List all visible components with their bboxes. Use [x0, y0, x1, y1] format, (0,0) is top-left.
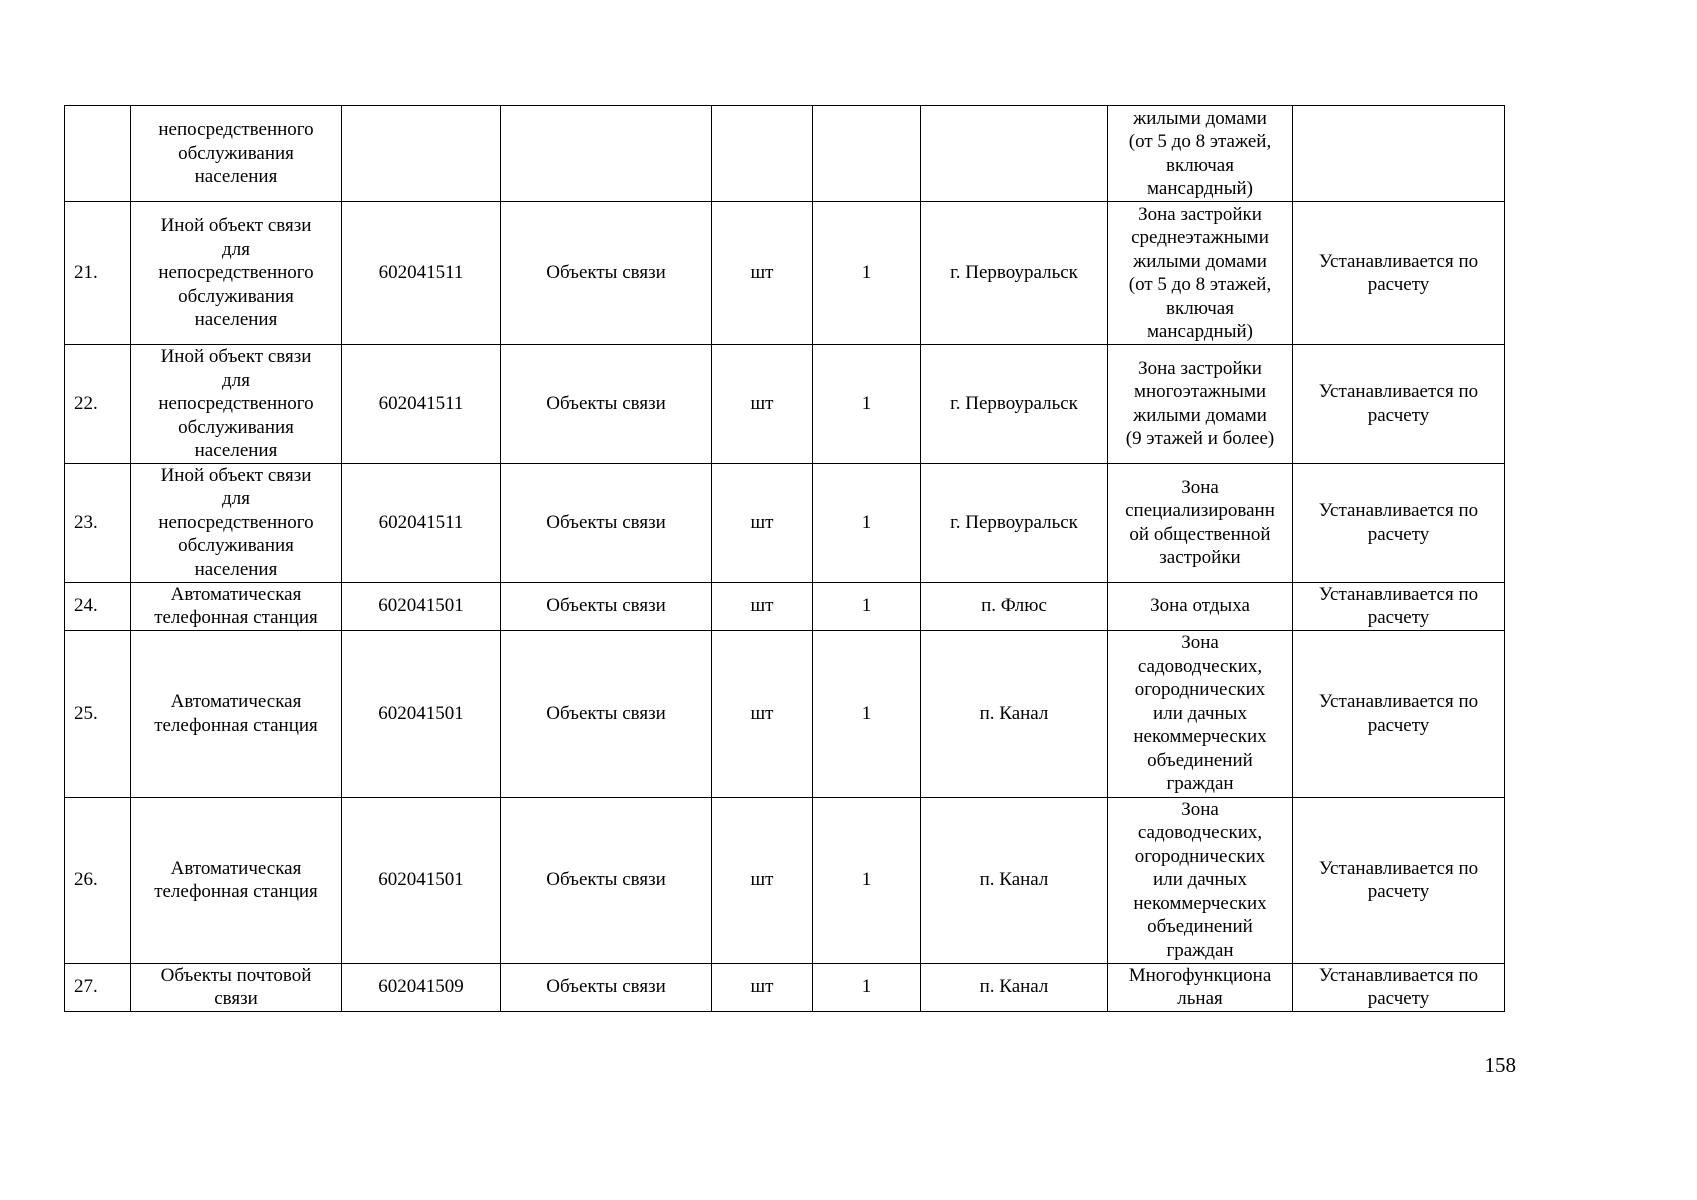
- cell-text-line: включая: [1166, 297, 1234, 319]
- unit-cell: [712, 106, 813, 202]
- location-cell: [921, 106, 1108, 202]
- cell-text-line: Объекты почтовой: [160, 964, 312, 986]
- object-name-cell: [131, 106, 342, 202]
- value-cell: [1293, 582, 1505, 630]
- cell-text-line: мансардный): [1147, 178, 1253, 199]
- cell-text-line: огороднических: [1134, 845, 1266, 867]
- object-name-cell: [131, 345, 342, 464]
- cell-text-line: непосредственного: [158, 119, 314, 141]
- cell-text-line: огороднических: [1134, 679, 1266, 701]
- cell-text-line: Устанавливается по: [1318, 381, 1479, 403]
- unit-cell: шт: [712, 797, 813, 963]
- cell-text-line: для: [222, 238, 250, 260]
- cell-text-line: или дачных: [1153, 869, 1247, 891]
- cell-text-line: застройки: [1159, 547, 1241, 568]
- table-row: [65, 630, 1505, 797]
- cell-text-line: Устанавливается по: [1318, 250, 1479, 272]
- cell-text-line: Зона: [1181, 476, 1219, 498]
- object-name-cell: [131, 963, 342, 1011]
- cell-text-line: Зона: [1181, 798, 1219, 820]
- zone-cell: [1108, 630, 1293, 797]
- cell-text-line: некоммерческих: [1133, 726, 1267, 748]
- table-row: [65, 582, 1505, 630]
- cell-text-line: Устанавливается по: [1318, 500, 1479, 521]
- object-type-cell: Объекты связи: [501, 463, 712, 582]
- location-cell: п. Канал: [921, 797, 1108, 963]
- cell-text-line: расчету: [1367, 607, 1430, 628]
- quantity-cell: 1: [813, 463, 921, 582]
- cell-text-line: ой общественной: [1129, 523, 1271, 545]
- cell-text-line: Иной объект связи: [160, 464, 312, 486]
- cell-text-line: Зона застройки: [1138, 357, 1262, 379]
- cell-text-line: Устанавливается по: [1318, 583, 1479, 605]
- cell-text-line: обслуживания: [178, 535, 294, 557]
- cell-text-line: телефонная станция: [154, 714, 318, 736]
- cell-text-line: Автоматическая: [170, 691, 302, 712]
- zone-cell: [1108, 797, 1293, 963]
- cell-text-line: Автоматическая: [170, 583, 302, 605]
- object-type-cell: Объекты связи: [501, 963, 712, 1011]
- unit-cell: шт: [712, 582, 813, 630]
- object-type-cell: Объекты связи: [501, 345, 712, 464]
- object-code-cell: 602041511: [342, 463, 501, 582]
- table-row: [65, 963, 1505, 1011]
- cell-text-line: связи: [214, 988, 258, 1009]
- cell-text-line: (от 5 до 8 этажей,: [1128, 274, 1272, 295]
- cell-text-line: Устанавливается по: [1318, 964, 1479, 986]
- quantity-cell: 1: [813, 345, 921, 464]
- object-name-cell: [131, 582, 342, 630]
- cell-text-line: (9 этажей и более): [1125, 428, 1275, 450]
- unit-cell: шт: [712, 963, 813, 1011]
- quantity-cell: 1: [813, 630, 921, 797]
- location-cell: г. Первоуральск: [921, 463, 1108, 582]
- object-code-cell: 602041511: [342, 202, 501, 345]
- cell-text-line: Зона застройки: [1138, 203, 1262, 225]
- object-name-cell: [131, 202, 342, 345]
- row-number-cell: [65, 106, 131, 202]
- facilities-table: [64, 105, 1505, 1012]
- object-type-cell: Объекты связи: [501, 582, 712, 630]
- zone-cell: [1108, 582, 1293, 630]
- cell-text-line: среднеэтажными: [1131, 227, 1269, 248]
- cell-text-line: населения: [194, 440, 278, 461]
- cell-text-line: обслуживания: [178, 285, 294, 307]
- quantity-cell: 1: [813, 202, 921, 345]
- table-row: [65, 202, 1505, 345]
- cell-text-line: садоводческих,: [1137, 655, 1263, 677]
- cell-text-line: жилыми домами: [1133, 107, 1267, 129]
- object-name-cell: [131, 797, 342, 963]
- object-type-cell: Объекты связи: [501, 202, 712, 345]
- cell-text-line: обслуживания: [178, 142, 294, 164]
- object-code-cell: [342, 106, 501, 202]
- cell-text-line: включая: [1166, 154, 1234, 176]
- row-number-cell: 27.: [65, 963, 131, 1011]
- cell-text-line: или дачных: [1153, 702, 1247, 724]
- unit-cell: шт: [712, 463, 813, 582]
- object-type-cell: [501, 106, 712, 202]
- zone-cell: [1108, 463, 1293, 582]
- quantity-cell: 1: [813, 582, 921, 630]
- table-row: [65, 345, 1505, 464]
- cell-text-line: Иной объект связи: [160, 346, 312, 367]
- cell-text-line: жилыми домами: [1133, 250, 1267, 272]
- cell-text-line: граждан: [1166, 773, 1234, 795]
- zone-cell: [1108, 345, 1293, 464]
- table-row: [65, 463, 1505, 582]
- cell-text-line: непосредственного: [158, 511, 314, 533]
- cell-text-line: льная: [1177, 988, 1223, 1009]
- location-cell: п. Флюс: [921, 582, 1108, 630]
- location-cell: п. Канал: [921, 630, 1108, 797]
- cell-text-line: Устанавливается по: [1318, 857, 1479, 879]
- value-cell: [1293, 797, 1505, 963]
- value-cell: [1293, 345, 1505, 464]
- table-body: [65, 106, 1505, 1012]
- cell-text-line: телефонная станция: [154, 607, 318, 628]
- cell-text-line: расчету: [1367, 404, 1430, 426]
- quantity-cell: 1: [813, 797, 921, 963]
- cell-text-line: населения: [194, 558, 278, 580]
- cell-text-line: некоммерческих: [1133, 892, 1267, 914]
- object-type-cell: Объекты связи: [501, 797, 712, 963]
- object-code-cell: 602041509: [342, 963, 501, 1011]
- zone-cell: [1108, 202, 1293, 345]
- cell-text-line: для: [222, 488, 250, 510]
- object-code-cell: 602041501: [342, 582, 501, 630]
- object-name-cell: [131, 630, 342, 797]
- cell-text-line: объединений: [1147, 916, 1253, 938]
- cell-text-line: граждан: [1166, 939, 1234, 961]
- cell-text-line: Иной объект связи: [160, 215, 312, 237]
- row-number-cell: 26.: [65, 797, 131, 963]
- page-number: 158: [1484, 1053, 1516, 1077]
- cell-text-line: расчету: [1367, 274, 1430, 295]
- cell-text-line: Зона отдыха: [1150, 595, 1250, 617]
- cell-text-line: Автоматическая: [170, 857, 302, 879]
- location-cell: г. Первоуральск: [921, 345, 1108, 464]
- value-cell: [1293, 106, 1505, 202]
- cell-text-line: непосредственного: [158, 393, 314, 414]
- location-cell: г. Первоуральск: [921, 202, 1108, 345]
- cell-text-line: населения: [194, 166, 278, 188]
- zone-cell: [1108, 963, 1293, 1011]
- cell-text-line: расчету: [1367, 881, 1430, 902]
- object-code-cell: 602041511: [342, 345, 501, 464]
- cell-text-line: жилыми домами: [1133, 404, 1267, 426]
- object-code-cell: 602041501: [342, 797, 501, 963]
- object-type-cell: Объекты связи: [501, 630, 712, 797]
- cell-text-line: объединений: [1147, 749, 1253, 771]
- row-number-cell: 21.: [65, 202, 131, 345]
- value-cell: [1293, 630, 1505, 797]
- cell-text-line: расчету: [1367, 523, 1430, 545]
- unit-cell: шт: [712, 202, 813, 345]
- unit-cell: шт: [712, 630, 813, 797]
- cell-text-line: для: [222, 369, 250, 391]
- cell-text-line: мансардный): [1147, 321, 1253, 342]
- quantity-cell: 1: [813, 963, 921, 1011]
- quantity-cell: [813, 106, 921, 202]
- zone-cell: [1108, 106, 1293, 202]
- cell-text-line: специализированн: [1125, 500, 1275, 521]
- value-cell: [1293, 202, 1505, 345]
- cell-text-line: Многофункциона: [1128, 964, 1272, 986]
- row-number-cell: 22.: [65, 345, 131, 464]
- row-number-cell: 23.: [65, 463, 131, 582]
- cell-text-line: расчету: [1367, 714, 1430, 736]
- cell-text-line: обслуживания: [178, 416, 294, 438]
- cell-text-line: телефонная станция: [154, 881, 318, 902]
- row-number-cell: 24.: [65, 582, 131, 630]
- cell-text-line: многоэтажными: [1133, 381, 1267, 403]
- cell-text-line: населения: [194, 309, 278, 331]
- location-cell: п. Канал: [921, 963, 1108, 1011]
- object-name-cell: [131, 463, 342, 582]
- cell-text-line: садоводческих,: [1137, 822, 1263, 844]
- value-cell: [1293, 963, 1505, 1011]
- table-row: [65, 106, 1505, 202]
- unit-cell: шт: [712, 345, 813, 464]
- cell-text-line: непосредственного: [158, 262, 314, 284]
- value-cell: [1293, 463, 1505, 582]
- object-code-cell: 602041501: [342, 630, 501, 797]
- cell-text-line: расчету: [1367, 988, 1430, 1009]
- cell-text-line: Зона: [1181, 632, 1219, 654]
- cell-text-line: Устанавливается по: [1318, 691, 1479, 712]
- row-number-cell: 25.: [65, 630, 131, 797]
- table-row: [65, 797, 1505, 963]
- cell-text-line: (от 5 до 8 этажей,: [1128, 131, 1272, 152]
